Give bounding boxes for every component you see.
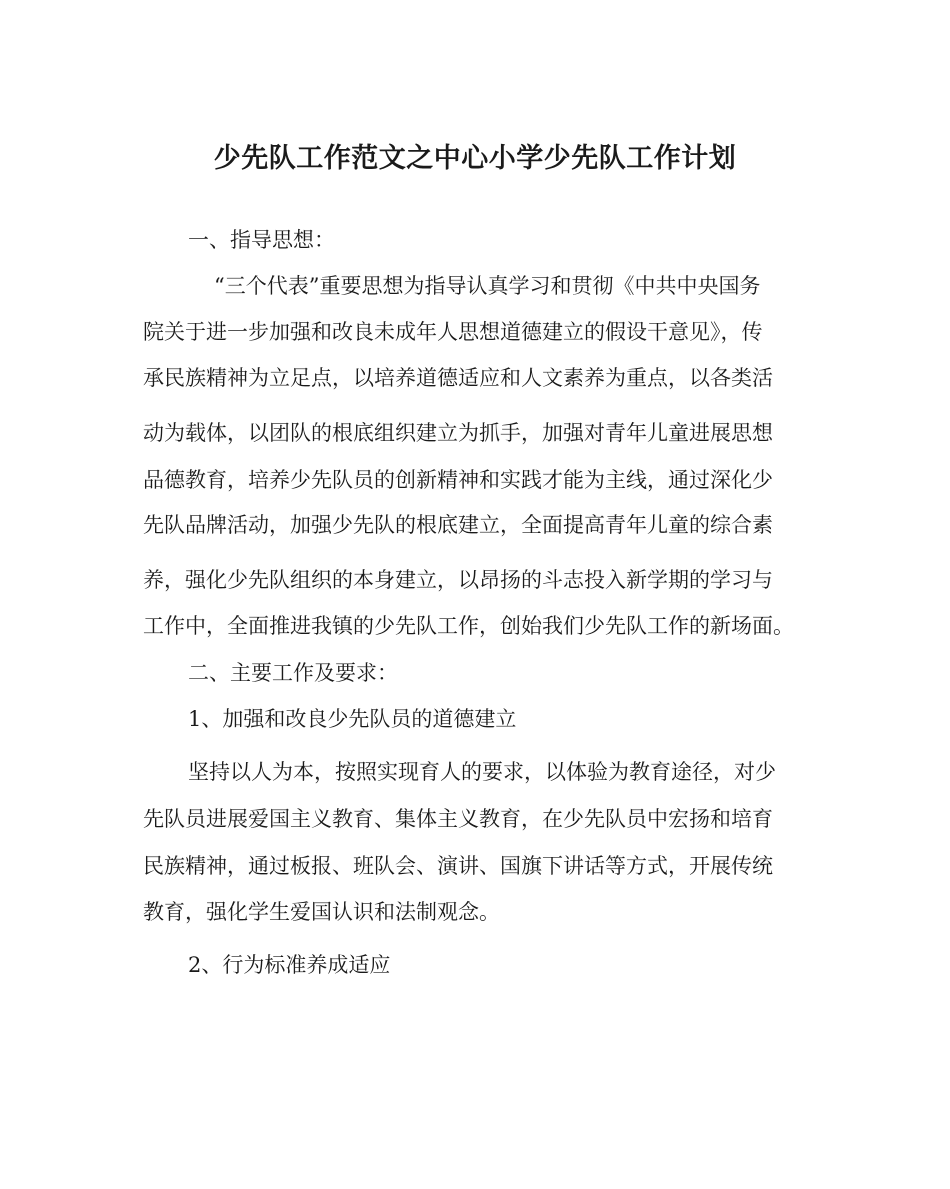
paragraph-line: 动为载体，以团队的根底组织建立为抓手，加强对青年儿童进展思想 xyxy=(143,421,773,445)
item-heading-moral-construction: 1、加强和改良少先队员的道德建立 xyxy=(188,707,517,731)
paragraph-line: 养，强化少先队组织的本身建立，以昂扬的斗志投入新学期的学习与 xyxy=(143,568,773,592)
section-heading-guiding-thought: 一、指导思想： xyxy=(188,228,335,252)
paragraph-line: 院关于进一步加强和改良未成年人思想道德建立的假设干意见》，传 xyxy=(143,320,763,344)
paragraph-line: 品德教育，培养少先队员的创新精神和实践才能为主线，通过深化少 xyxy=(143,468,773,492)
paragraph-line: “三个代表”重要思想为指导认真学习和贯彻《中共中央国务 xyxy=(214,274,761,298)
item-heading-behavior-habits: 2、行为标准养成适应 xyxy=(188,953,391,977)
paragraph-line: 承民族精神为立足点，以培养道德适应和人文素养为重点，以各类活 xyxy=(143,366,773,390)
paragraph-line: 教育，强化学生爱国认识和法制观念。 xyxy=(143,900,500,924)
paragraph-line: 工作中，全面推进我镇的少先队工作，创始我们少先队工作的新场面。 xyxy=(143,614,794,638)
paragraph-line: 先队员进展爱国主义教育、集体主义教育，在少先队员中宏扬和培育 xyxy=(143,807,773,831)
section-heading-main-work: 二、主要工作及要求： xyxy=(188,661,398,685)
paragraph-line: 先队品牌活动，加强少先队的根底建立，全面提高青年儿童的综合素 xyxy=(143,513,773,537)
paragraph-line: 民族精神，通过板报、班队会、演讲、国旗下讲话等方式，开展传统 xyxy=(143,854,773,878)
document-title: 少先队工作范文之中心小学少先队工作计划 xyxy=(213,143,737,174)
paragraph-line: 坚持以人为本，按照实现育人的要求，以体验为教育途径，对少 xyxy=(188,760,776,784)
